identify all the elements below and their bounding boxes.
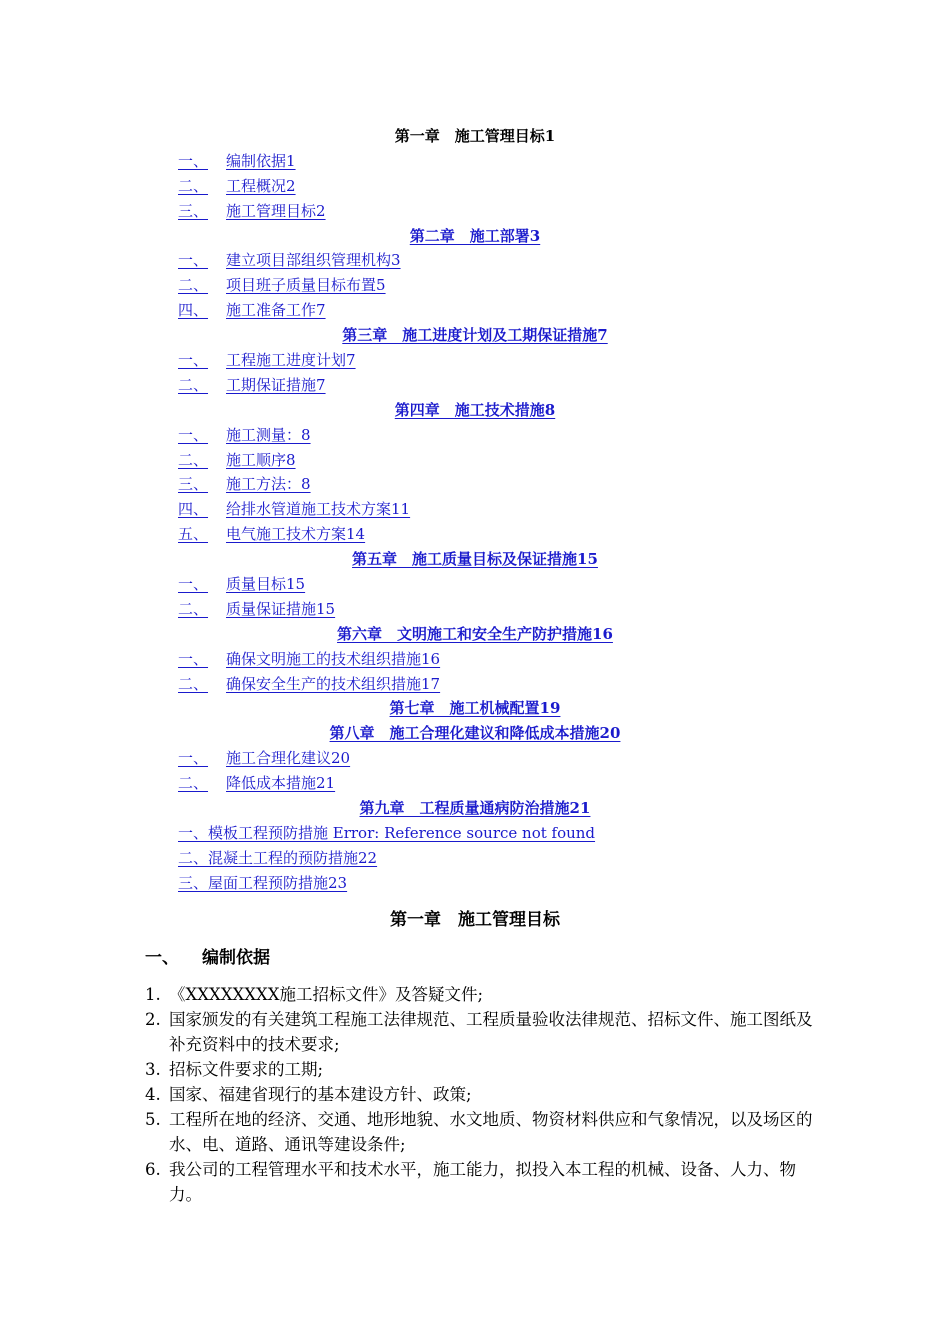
toc-entry-number: 三、 — [178, 201, 209, 220]
toc-section-entry — [0, 472, 950, 497]
toc-entry-text: 施工方法：8 — [226, 475, 311, 494]
toc-section-entry — [0, 298, 950, 323]
toc-section-entry — [0, 448, 950, 473]
toc-section-entry — [0, 597, 950, 622]
list-item — [145, 1157, 825, 1207]
basis-list — [145, 982, 825, 1207]
toc-section-link[interactable] — [178, 749, 350, 767]
toc-entry-text: 第一章 施工管理目标1 — [394, 127, 556, 145]
toc-entry-text: 电气施工技术方案14 — [226, 525, 366, 544]
toc-entry-text: 工程概况2 — [226, 176, 296, 195]
toc-chapter-link[interactable] — [395, 401, 555, 419]
toc-entry-number: 一、 — [178, 425, 209, 444]
toc-entry-text: 一、模板工程预防措施 Error: Reference source not found — [178, 823, 596, 842]
toc-section-link[interactable] — [178, 376, 326, 394]
toc-section-entry — [0, 373, 950, 398]
list-item-number: 1. — [145, 985, 161, 1004]
toc-section-entry — [0, 522, 950, 547]
toc-section-entry — [0, 771, 950, 796]
section-title: 编制依据 — [202, 948, 270, 968]
toc-section-link[interactable] — [178, 475, 311, 493]
toc-entry-number: 三、 — [178, 475, 209, 494]
toc-chapter-link[interactable] — [395, 127, 555, 145]
toc-section-link[interactable] — [178, 251, 401, 269]
list-item — [145, 1082, 825, 1107]
toc-entry-text: 第三章 施工进度计划及工期保证措施7 — [342, 326, 608, 345]
toc-section-link[interactable] — [178, 152, 296, 170]
toc-section-link[interactable] — [178, 451, 296, 469]
list-item-number: 2. — [145, 1010, 161, 1029]
list-item-text: 国家、福建省现行的基本建设方针、政策; — [169, 1085, 472, 1104]
toc-section-entry — [0, 149, 950, 174]
toc-chapter-entry — [0, 224, 950, 249]
toc-section-link[interactable] — [178, 202, 326, 220]
list-item-text: 《XXXXXXXX施工招标文件》及答疑文件; — [169, 985, 484, 1004]
toc-entry-text: 工期保证措施7 — [226, 375, 326, 394]
toc-section-link[interactable] — [178, 575, 305, 593]
toc-entry-text: 确保安全生产的技术组织措施17 — [226, 674, 441, 693]
toc-entry-number: 二、 — [178, 774, 209, 793]
toc-entry-text: 二、混凝土工程的预防措施22 — [178, 848, 378, 867]
toc-chapter-link[interactable] — [360, 799, 591, 817]
section-number: 一、 — [145, 948, 179, 968]
toc-section-link[interactable] — [178, 500, 410, 518]
toc-entry-text: 施工顺序8 — [226, 450, 296, 469]
toc-entry-text: 确保文明施工的技术组织措施16 — [226, 649, 441, 668]
toc-section-link[interactable] — [178, 426, 311, 444]
toc-entry-text: 给排水管道施工技术方案11 — [226, 500, 411, 519]
toc-entry-number: 四、 — [178, 301, 209, 320]
toc-chapter-entry — [0, 796, 950, 821]
list-item — [145, 1107, 825, 1157]
toc-entry-number: 一、 — [178, 575, 209, 594]
toc-entry-text: 第五章 施工质量目标及保证措施15 — [352, 550, 598, 569]
toc-entry-number: 四、 — [178, 500, 209, 519]
toc-entry-number: 二、 — [178, 674, 209, 693]
toc-entry-number: 二、 — [178, 375, 209, 394]
toc-entry-text: 三、屋面工程预防措施23 — [178, 873, 348, 892]
list-item-text: 我公司的工程管理水平和技术水平，施工能力，拟投入本工程的机械、设备、人力、物力。 — [169, 1160, 796, 1204]
table-of-contents — [0, 124, 950, 896]
toc-section-entry — [0, 199, 950, 224]
toc-section-entry — [0, 497, 950, 522]
list-item-number: 5. — [145, 1110, 161, 1129]
toc-entry-number: 一、 — [178, 151, 209, 170]
toc-section-link[interactable] — [178, 824, 595, 842]
toc-chapter-entry — [0, 696, 950, 721]
toc-entry-number: 一、 — [178, 749, 209, 768]
toc-chapter-entry — [0, 398, 950, 423]
toc-chapter-link[interactable] — [337, 625, 613, 643]
toc-section-link[interactable] — [178, 351, 356, 369]
toc-entry-text: 第二章 施工部署3 — [409, 226, 541, 245]
toc-section-entry — [0, 273, 950, 298]
toc-section-link[interactable] — [178, 276, 386, 294]
toc-chapter-link[interactable] — [342, 326, 607, 344]
toc-chapter-entry — [0, 124, 950, 149]
list-item — [145, 1057, 825, 1082]
toc-section-entry — [0, 871, 950, 896]
toc-entry-text: 质量目标15 — [226, 575, 306, 594]
toc-section-entry — [0, 672, 950, 697]
toc-section-entry — [0, 647, 950, 672]
toc-section-link[interactable] — [178, 774, 335, 792]
toc-entry-text: 项目班子质量目标布置5 — [226, 276, 386, 295]
toc-entry-text: 编制依据1 — [226, 151, 296, 170]
toc-section-entry — [0, 423, 950, 448]
list-item — [145, 982, 825, 1007]
toc-chapter-link[interactable] — [410, 227, 540, 245]
list-item — [145, 1007, 825, 1057]
toc-entry-text: 降低成本措施21 — [226, 774, 336, 793]
toc-entry-number: 二、 — [178, 599, 209, 618]
toc-entry-text: 第九章 工程质量通病防治措施21 — [359, 799, 591, 818]
toc-section-link[interactable] — [178, 650, 440, 668]
toc-chapter-entry — [0, 622, 950, 647]
toc-entry-text: 施工准备工作7 — [226, 301, 326, 320]
list-item-text: 工程所在地的经济、交通、地形地貌、水文地质、物资材料供应和气象情况，以及场区的水、电、道路、通讯等建设条件; — [169, 1110, 813, 1154]
list-item-number: 4. — [145, 1085, 161, 1104]
toc-entry-number: 一、 — [178, 251, 209, 270]
toc-section-entry — [0, 846, 950, 871]
toc-section-link[interactable] — [178, 600, 335, 618]
toc-section-link[interactable] — [178, 301, 326, 319]
toc-section-link[interactable] — [178, 675, 440, 693]
toc-chapter-entry — [0, 547, 950, 572]
chapter-heading: 第一章 施工管理目标 — [390, 910, 560, 930]
toc-section-entry — [0, 572, 950, 597]
toc-entry-number: 二、 — [178, 450, 209, 469]
toc-section-entry — [0, 174, 950, 199]
list-item-text: 招标文件要求的工期; — [169, 1060, 324, 1079]
list-item-number: 3. — [145, 1060, 161, 1079]
toc-entry-number: 五、 — [178, 525, 209, 544]
toc-entry-text: 第六章 文明施工和安全生产防护措施16 — [337, 624, 613, 643]
toc-entry-number: 一、 — [178, 649, 209, 668]
toc-chapter-link[interactable] — [352, 550, 598, 568]
toc-entry-text: 第四章 施工技术措施8 — [394, 400, 556, 419]
toc-section-entry — [0, 746, 950, 771]
toc-section-entry — [0, 248, 950, 273]
list-item-text: 国家颁发的有关建筑工程施工法律规范、工程质量验收法律规范、招标文件、施工图纸及补充资料中的技术要求; — [169, 1010, 813, 1054]
toc-chapter-link[interactable] — [330, 724, 621, 742]
toc-section-link[interactable] — [178, 849, 377, 867]
toc-section-link[interactable] — [178, 177, 296, 195]
toc-section-link[interactable] — [178, 525, 365, 543]
toc-entry-text: 质量保证措施15 — [226, 599, 336, 618]
toc-entry-text: 施工合理化建议20 — [226, 749, 351, 768]
toc-entry-text: 工程施工进度计划7 — [226, 351, 356, 370]
toc-entry-text: 施工测量：8 — [226, 425, 311, 444]
toc-entry-number: 二、 — [178, 276, 209, 295]
toc-entry-number: 二、 — [178, 176, 209, 195]
toc-chapter-entry — [0, 721, 950, 746]
toc-entry-text: 施工管理目标2 — [226, 201, 326, 220]
toc-entry-text: 第八章 施工合理化建议和降低成本措施20 — [329, 724, 621, 743]
toc-entry-text: 第七章 施工机械配置19 — [389, 699, 561, 718]
toc-chapter-entry — [0, 323, 950, 348]
toc-entry-text: 建立项目部组织管理机构3 — [226, 251, 401, 270]
list-item-number: 6. — [145, 1160, 161, 1179]
section-heading — [145, 944, 270, 972]
toc-section-entry — [0, 821, 950, 846]
toc-entry-number: 一、 — [178, 351, 209, 370]
toc-section-link[interactable] — [178, 874, 347, 892]
toc-chapter-link[interactable] — [390, 699, 561, 717]
toc-section-entry — [0, 348, 950, 373]
